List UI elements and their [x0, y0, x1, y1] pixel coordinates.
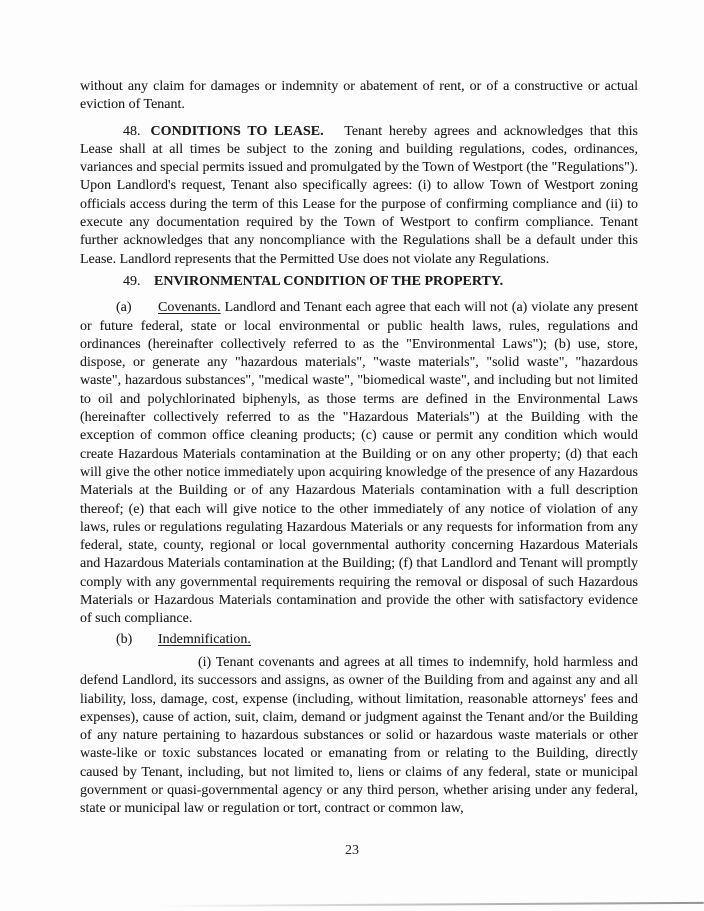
section-48-conditions-to-lease	[80, 123, 638, 269]
subsection-a-covenants	[80, 299, 638, 628]
page-number: 23	[345, 843, 359, 858]
clause-i-paragraph	[80, 654, 638, 819]
section-48-body: Tenant hereby agrees and acknowledges that this Lease shall at all times be subject to the zoning and building regulations, codes, ordinances, variances and special permits issued and promulgated by the Town of Westport (the "Regulations"). Upon Landlord's request, Tenant also specifically agrees: (i) to allow Town of Westport zoning officials access during the term of this Lease for the purpose of confirming compliance and (ii) to execute any documentation required by the Town of Westport to confirm compliance. Tenant further acknowledges that any noncompliance with the Regulations shall be a default under this Lease. Landlord represents that the Permitted Use does not violate any Regulations.	[80, 123, 638, 267]
clause-i-body: Tenant covenants and agrees at all times to indemnify, hold harmless and defend Landlord, its successors and assigns, as owner of the Building from and against any and all liability, loss, damage, cost, expense (including, without limitation, reasonable attorneys' fees and expenses), cause of action, suit, claim, demand or judgment against the Tenant and/or the Building of any nature pertaining to hazardous substances or solid or hazardous waste materials or other waste-like or toxic substances located or emanating from or relating to the Building, directly caused by Tenant, including, but not limited to, liens or claims of any federal, state or municipal government or quasi-governmental agency or any third person, whether arising under any federal, state or municipal law or regulation or tort, contract or common law,	[80, 654, 638, 817]
section-49-number: 49.	[123, 273, 141, 289]
section-49-heading	[80, 273, 638, 291]
section-48-number: 48.	[123, 123, 141, 139]
subsection-a-heading: Covenants.	[158, 300, 221, 316]
subsection-b-heading: Indemnification.	[158, 631, 251, 647]
subsection-a-body: Landlord and Tenant each agree that each will not (a) violate any present or future federal, state or local environmental or public health laws, rules, regulations and ordinances (hereinafter collectively referred to as the "Environmental Laws"); (b) use, store, dispose, or generate any "hazardous materials", "waste materials", "solid waste", "hazardous waste", hazardous substances", "medical waste", "biomedical waste", and including but not limited to oil and polychlorinated biphenyls, as those terms are defined in the Environmental Laws (hereinafter collectively referred to as the "Hazardous Materials") at the Building with the exception of common office cleaning products; (c) cause or permit any condition which would create Hazardous Materials contamination at the Building or on any other property; (d) that each will give the other notice immediately upon acquiring knowledge of the presence of any Hazardous Materials at the Building or of any Hazardous Materials contamination with a full description thereof; (e) that each will give notice to the other immediately of any notice of violation of any laws, rules or regulations regulating Hazardous Materials or any requests for information from any federal, state, county, regional or local governmental authority concerning Hazardous Materials and Hazardous Materials contamination at the Building; (f) that Landlord and Tenant will promptly comply with any governmental requirements requiring the removal or disposal of such Hazardous Materials or Hazardous Materials contamination and provide the other with satisfactory evidence of such compliance.	[80, 300, 639, 627]
scan-artifact-line	[158, 902, 704, 907]
section-49-title: ENVIRONMENTAL CONDITION OF THE PROPERTY.	[154, 273, 504, 289]
subsection-a-label: (a)	[116, 300, 132, 316]
clause-i-label: (i)	[198, 654, 212, 670]
subsection-b-indemnification	[80, 631, 638, 649]
paragraph-continuation: without any claim for damages or indemnity or abatement of rent, or of a constructive or actual eviction of Tenant.	[80, 79, 638, 113]
document-body	[80, 78, 638, 819]
subsection-b-label: (b)	[116, 631, 133, 647]
section-48-title: CONDITIONS TO LEASE.	[150, 123, 324, 139]
